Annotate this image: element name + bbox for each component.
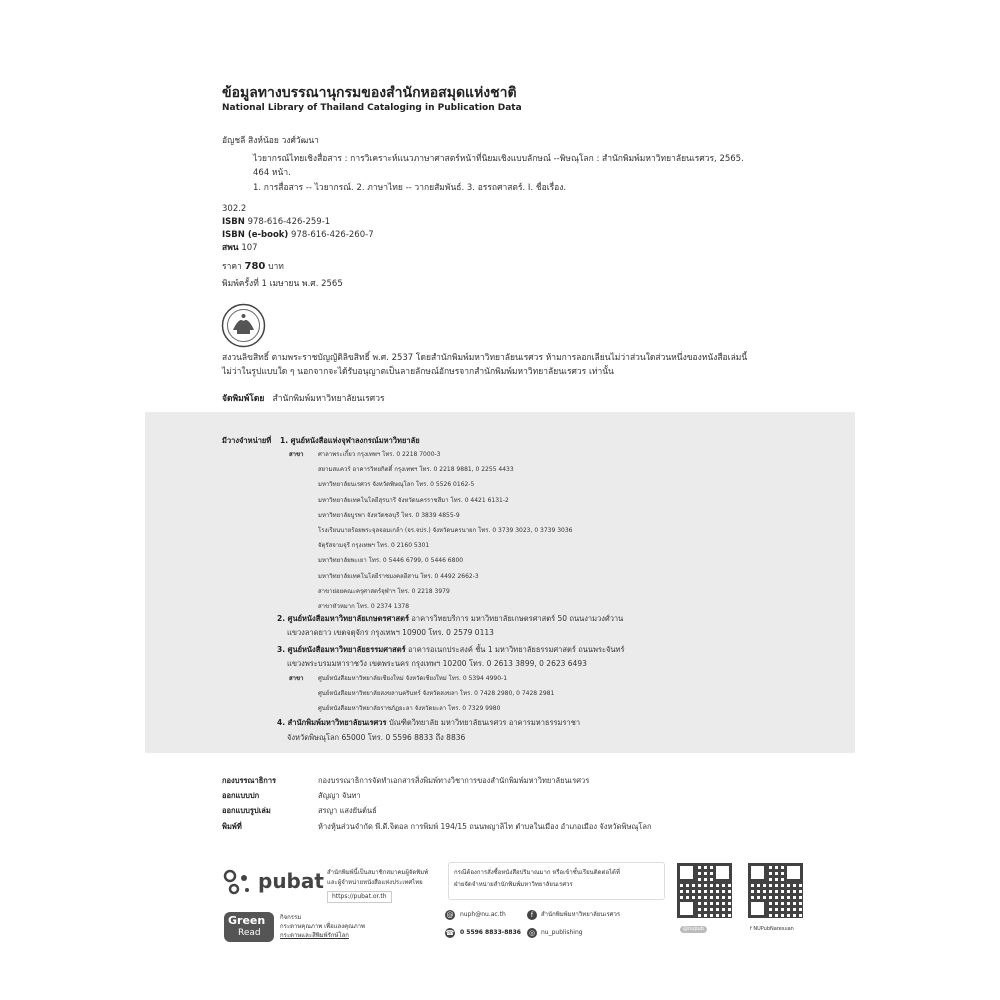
isbn-ebook-value: 978-616-426-260-7 (291, 230, 374, 240)
facebook-link[interactable]: สำนักพิมพ์มหาวิทยาลัยนเรศวร (541, 911, 621, 918)
isbn-value: 978-616-426-259-1 (247, 217, 331, 227)
copyright-line-1: สงวนลิขสิทธิ์ ตามพระราชบัญญัติลิขสิทธิ์ พ.ศ. 2537 โดยสำนักพิมพ์มหาวิทยาลัยนเรศวร ห้ามการลอกเลียนไม่ว่าส่วนใดส่วนหนึ่งของหนังสือเล่มนี้ (222, 353, 748, 363)
dist-item-1-title: 1. ศูนย์หนังสือแห่งจุฬาลงกรณ์มหาวิทยาลัย (280, 436, 420, 445)
phone-number[interactable]: 0 5596 8833-8836 (460, 929, 521, 936)
cip-title-en: National Library of Thailand Cataloging in Publication Data (222, 103, 522, 113)
branch-item: ศูนย์หนังสือมหาวิทยาลัยสงขลานครินทร์ จังหวัดสงขลา โทร. 0 7428 2980, 0 7428 2981 (318, 690, 555, 697)
pubat-logo-icon (222, 868, 254, 896)
branch-item: ศาลาพระเกี้ยว กรุงเทพฯ โทร. 0 2218 7000-3 (318, 451, 441, 458)
dist-item-2-title: 2. ศูนย์หนังสือมหาวิทยาลัยเกษตรศาสตร์ (277, 614, 410, 623)
dist-item-4 (277, 718, 580, 728)
distribution-label: มีวางจำหน่ายที่ (222, 436, 272, 445)
qr-2-caption: f NUPubNaresuan (750, 926, 794, 932)
credit-value-editors: กองบรรณาธิการจัดทำเอกสารสิ่งพิมพ์ทางวิชาการของสำนักพิมพ์มหาวิทยาลัยนเรศวร (318, 776, 590, 785)
dist-item-4-line-2: จังหวัดพิษณุโลก 65000 โทร. 0 5596 8833 ถึง 8836 (287, 733, 466, 742)
branch-item: มหาวิทยาลัยเทคโนโลยีราชมงคลอีสาน โทร. 0 4492 2662-3 (318, 572, 479, 580)
publisher-row (222, 394, 385, 405)
qr-1-caption: @nupub (680, 926, 707, 933)
price-suffix: บาท (268, 262, 284, 272)
catalog-line-3: 1. การสื่อสาร -- ไวยากรณ์. 2. ภาษาไทย -- วากยสัมพันธ์. 3. อรรถศาสตร์. I. ชื่อเรื่อง. (253, 183, 567, 193)
branch-item: มหาวิทยาลัยเทคโนโลยีสุรนารี จังหวัดนครราชสีมา โทร. 0 4421 6131-2 (318, 496, 509, 504)
instagram-link[interactable]: nu_publishing (541, 929, 583, 936)
green-logo-text: Green (228, 914, 266, 927)
credit-label-cover: ออกแบบปก (222, 791, 260, 800)
snp-row (222, 243, 258, 254)
order-line-1: กรณีต้องการสั่งซื้อหนังสือปริมาณมาก หรือเข้าชั้นเรียนติดต่อได้ที่ (454, 869, 620, 876)
phone-icon: ☎ (445, 929, 455, 937)
branch-item: มหาวิทยาลัยบูรพา จังหวัดชลบุรี โทร. 0 3839 4855-9 (318, 511, 460, 519)
dist-item-3 (277, 645, 625, 655)
dist-item-4-title: 4. สำนักพิมพ์มหาวิทยาลัยนเรศวร (277, 718, 387, 727)
branch-item: จัตุรัสจามจุรี กรุงเทพฯ โทร. 0 2160 5301 (318, 542, 430, 550)
print-edition: พิมพ์ครั้งที่ 1 เมษายน พ.ศ. 2565 (222, 279, 343, 289)
order-line-2: ฝ่ายจัดจำหน่ายสำนักพิมพ์มหาวิทยาลัยนเรศวร (454, 881, 573, 888)
instagram-icon: ◎ (528, 929, 536, 937)
price-prefix: ราคา (222, 262, 242, 272)
publisher-label: จัดพิมพ์โดย (222, 394, 265, 404)
pubat-logo-text: pubat (258, 869, 324, 893)
green-desc-1: กิจกรรม (280, 914, 302, 921)
branch-item: ศูนย์หนังสือมหาวิทยาลัยเชียงใหม่ จังหวัดเชียงใหม่ โทร. 0 5394 4990-1 (318, 675, 508, 682)
author: อัญชลี สิงห์น้อย วงศ์วัฒนา (222, 136, 319, 146)
snp-value: 107 (241, 243, 258, 253)
dist-item-2 (277, 614, 623, 624)
credit-label-printer: พิมพ์ที่ (222, 822, 242, 831)
isbn-label: ISBN (222, 217, 245, 227)
credit-value-printer: ห้างหุ้นส่วนจำกัด พี.ดี.จิตอล การพิมพ์ 194/15 ถนนพญาลิไท ตำบลในเมือง อำเภอเมือง จังหวัดพิษณุโลก (318, 822, 652, 831)
branch-item: ศูนย์หนังสือมหาวิทยาลัยราชภัฏยะลา จังหวัดยะลา โทร. 0 7329 9980 (318, 705, 501, 712)
pubat-desc-1: สำนักพิมพ์นี้เป็นสมาชิกสมาคมผู้จัดพิมพ์ (327, 869, 429, 876)
isbn-row (222, 217, 330, 228)
dist-item-2-line-2: แขวงลาดยาว เขตจตุจักร กรุงเทพฯ 10900 โทร. 0 2579 0113 (287, 628, 494, 637)
qr-code-1-icon[interactable] (677, 863, 732, 918)
class-number: 302.2 (222, 204, 247, 214)
pubat-url-link[interactable]: https://pubat.or.th (327, 891, 392, 903)
green-read-logo-icon (224, 912, 274, 942)
price-value: 780 (244, 261, 266, 272)
catalog-line-1: ไวยากรณ์ไทยเชิงสื่อสาร : การวิเคราะห์แนวภาษาศาสตร์หน้าที่นิยมเชิงแบบลักษณ์ --พิษณุโลก : สำนักพิมพ์มหาวิทยาลัยนเรศวร, 2565. (253, 154, 744, 164)
snp-label: สพน (222, 243, 239, 253)
price-row (222, 261, 284, 273)
branch-item: สยามสแควร์ อาคารวิทยกิตติ์ กรุงเทพฯ โทร. 0 2218 9881, 0 2255 4433 (318, 466, 514, 474)
branch-item: สาขาย่อยคณะครุศาสตร์จุฬาฯ โทร. 0 2218 3979 (318, 587, 450, 595)
email-link[interactable]: nuph@nu.ac.th (460, 911, 506, 918)
dist-item-2-line-1: อาคารวิทยบริการ มหาวิทยาลัยเกษตรศาสตร์ 50 ถนนงามวงศ์วาน (411, 614, 624, 623)
green-desc-2: กระดาษคุณภาพ เพื่อแลงคุณภาพ (280, 923, 366, 930)
facebook-icon: f (527, 910, 537, 920)
branch-item: มหาวิทยาลัยนเรศวร จังหวัดพิษณุโลก โทร. 0 5526 0162-5 (318, 481, 475, 489)
qr-code-2-icon[interactable] (748, 863, 803, 918)
credit-value-layout: สรญา แสงยันต์นธ์ (318, 806, 377, 815)
university-seal-icon (221, 303, 266, 348)
publisher-name: สำนักพิมพ์มหาวิทยาลัยนเรศวร (272, 394, 385, 404)
pubat-desc-2: และผู้จำหน่ายหนังสือแห่งประเทศไทย (327, 879, 423, 886)
dist-item-3-line-1: อาคารอเนกประสงค์ ชั้น 1 มหาวิทยาลัยธรรมศาสตร์ ถนนพระจันทร์ (408, 645, 625, 654)
read-logo-text: Read (238, 928, 261, 938)
dist-item-3-branch-label: สาขา (289, 675, 304, 682)
credit-label-editors: กองบรรณาธิการ (222, 776, 277, 785)
credit-label-layout: ออกแบบรูปเล่ม (222, 806, 271, 815)
green-desc-3: กระดาษและสีพิมพ์รักษ์โลก (280, 932, 349, 939)
dist-item-1-branch-label: สาขา (289, 451, 304, 458)
email-icon: @ (446, 911, 454, 919)
dist-item-3-title: 3. ศูนย์หนังสือมหาวิทยาลัยธรรมศาสตร์ (277, 645, 406, 654)
cip-title-th: ข้อมูลทางบรรณานุกรมของสำนักหอสมุดแห่งชาติ (222, 85, 517, 101)
credit-value-cover: สัญญา จันทา (318, 791, 361, 800)
catalog-line-2: 464 หน้า. (253, 168, 291, 178)
isbn-ebook-row (222, 230, 374, 241)
branch-item: โรงเรียนนายร้อยพระจุลจอมเกล้า (จร.จปร.) จังหวัดนครนายก โทร. 0 3739 3023, 0 3739 3036 (318, 526, 573, 534)
dist-item-3-branches (318, 675, 554, 720)
copyright-line-2: ไม่ว่าในรูปแบบใด ๆ นอกจากจะได้รับอนุญาตเป็นลายลักษณ์อักษรจากสำนักพิมพ์มหาวิทยาลัยนเรศวร เท่านั้น (222, 367, 614, 377)
isbn-ebook-label: ISBN (e-book) (222, 230, 289, 240)
branch-item: มหาวิทยาลัยพะเยา โทร. 0 5446 6799, 0 5446 6800 (318, 557, 464, 565)
dist-item-4-line-1: บัณฑิตวิทยาลัย มหาวิทยาลัยนเรศวร อาคารมหาธรรมราชา (388, 718, 581, 727)
dist-item-3-line-2: แขวงพระบรมมหาราชวัง เขตพระนคร กรุงเทพฯ 10200 โทร. 0 2613 3899, 0 2623 6493 (287, 659, 587, 668)
branch-item: สาขาหัวหมาก โทร. 0 2374 1378 (318, 602, 410, 610)
dist-item-1-branches (318, 451, 573, 618)
